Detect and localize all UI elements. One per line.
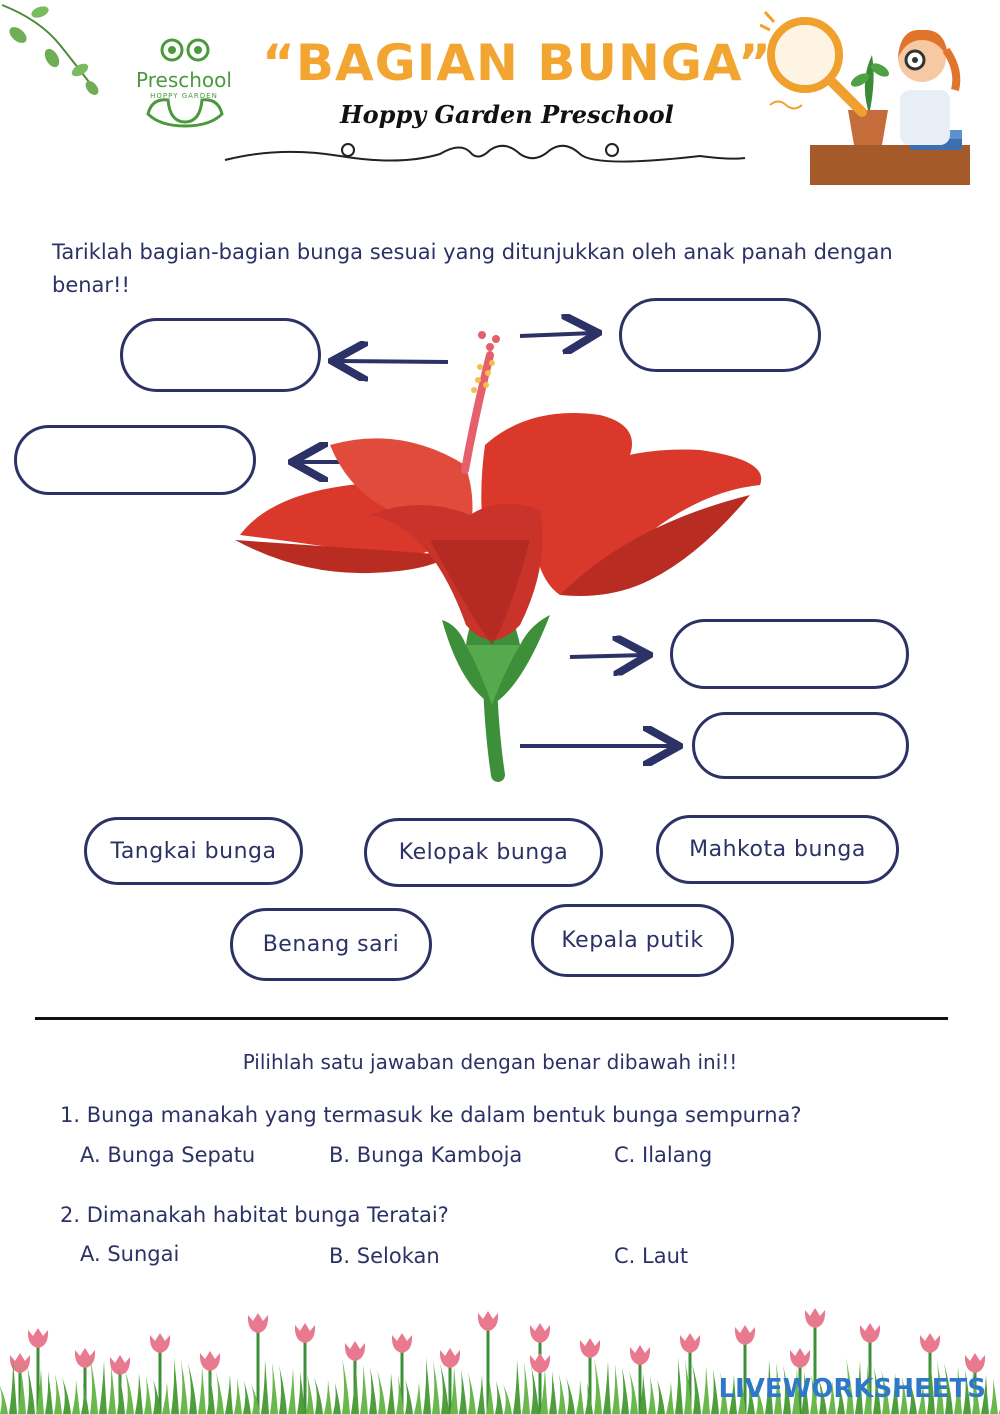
grass-blade: [333, 1383, 341, 1414]
grass-blade: [162, 1382, 170, 1414]
tulip-head: [735, 1325, 755, 1345]
grass-blade: [692, 1363, 701, 1414]
tulip-head: [630, 1345, 650, 1365]
tulip-head: [28, 1328, 48, 1348]
grass-blade: [423, 1357, 431, 1414]
grass-blade: [125, 1370, 134, 1414]
grass-blade: [171, 1357, 179, 1414]
grass-blade: [594, 1358, 602, 1414]
q1-option-c[interactable]: C. Ilalang: [614, 1143, 713, 1167]
tulip-head: [345, 1341, 365, 1361]
grass-blade: [666, 1382, 674, 1414]
tulip-head: [295, 1323, 315, 1343]
grass-blade: [360, 1364, 368, 1414]
grass-blade: [405, 1379, 413, 1414]
grass-blade: [566, 1377, 575, 1414]
grass-blade: [558, 1374, 566, 1414]
grass-blade: [675, 1357, 683, 1414]
chip-kepala-putik[interactable]: Kepala putik: [531, 904, 734, 977]
tulip-head: [805, 1308, 825, 1328]
q1-option-a[interactable]: A. Bunga Sepatu: [80, 1143, 256, 1167]
chip-kelopak-bunga[interactable]: Kelopak bunga: [364, 818, 603, 887]
grass-blade: [62, 1377, 71, 1414]
grass-blade: [90, 1358, 98, 1414]
grass-blade: [549, 1371, 557, 1414]
chip-mahkota-bunga[interactable]: Mahkota bunga: [656, 815, 899, 884]
grass-blade: [621, 1367, 629, 1414]
grass-blade: [459, 1369, 467, 1414]
grass-blade: [503, 1384, 512, 1414]
tulip-head: [478, 1311, 498, 1331]
grass-blade: [629, 1370, 638, 1414]
question-2: 2. Dimanakah habitat bunga Teratai?: [60, 1203, 449, 1227]
hibiscus-flower-image: [230, 325, 770, 785]
tulip-head: [920, 1333, 940, 1353]
grass-blade: [270, 1362, 278, 1414]
grass-blade: [135, 1373, 143, 1414]
grass-blade: [188, 1363, 197, 1414]
grass-blade: [342, 1358, 350, 1414]
grass-blade: [648, 1376, 656, 1414]
tulip-head: [200, 1351, 220, 1371]
grass-blade: [144, 1376, 152, 1414]
page-subtitle: Hoppy Garden Preschool: [340, 100, 674, 129]
grass-blade: [99, 1361, 107, 1414]
grass-blade: [377, 1370, 386, 1414]
tulip-head: [440, 1348, 460, 1368]
logo-text: Preschool: [136, 68, 232, 92]
tulip-head: [790, 1348, 810, 1368]
grass-blade: [306, 1374, 314, 1414]
tulip-head: [392, 1333, 412, 1353]
grass-blade: [225, 1375, 233, 1414]
grass-blade: [612, 1364, 620, 1414]
grass-blade: [261, 1359, 269, 1414]
grass-blade: [522, 1362, 530, 1414]
instruction-text: Tariklah bagian-bagian bunga sesuai yang ditunjukkan oleh anak panah dengan benar!!: [52, 240, 893, 297]
grass-blade: [440, 1363, 449, 1414]
grass-blade: [990, 1378, 998, 1414]
grass-blade: [702, 1366, 710, 1414]
tulip-head: [75, 1348, 95, 1368]
grass-blade: [234, 1378, 242, 1414]
grass-blade: [27, 1365, 35, 1414]
grass-blade: [513, 1359, 521, 1414]
grass-blade: [603, 1361, 611, 1414]
question-1: 1. Bunga manakah yang termasuk ke dalam bentuk bunga sempurna?: [60, 1103, 802, 1127]
liveworksheets-watermark: LIVEWORKSHEETS: [718, 1374, 986, 1404]
tulip-head: [530, 1353, 550, 1373]
tulip-head: [530, 1323, 550, 1343]
section-divider: [35, 1017, 948, 1020]
tulip-head: [580, 1338, 600, 1358]
tulip-head: [248, 1313, 268, 1333]
grass-blade: [288, 1368, 296, 1414]
grass-blade: [657, 1379, 665, 1414]
grass-blade: [279, 1365, 287, 1414]
grass-blade: [414, 1382, 422, 1414]
grass-blade: [324, 1380, 332, 1414]
q2-option-a[interactable]: A. Sungai: [80, 1242, 180, 1266]
logo-subtext: HOPPY GARDEN: [150, 92, 218, 100]
grass-blade: [45, 1371, 53, 1414]
chip-benang-sari[interactable]: Benang sari: [230, 908, 432, 981]
tulip-head: [965, 1353, 985, 1373]
tulip-head: [150, 1333, 170, 1353]
grass-blade: [576, 1380, 584, 1414]
grass-blade: [243, 1381, 251, 1414]
grass-blade: [387, 1373, 395, 1414]
grass-blade: [216, 1372, 224, 1414]
page-title: “BAGIAN BUNGA”: [262, 34, 772, 92]
chip-tangkai-bunga[interactable]: Tangkai bunga: [84, 817, 303, 885]
grass-blade: [369, 1367, 377, 1414]
grass-blade: [477, 1375, 485, 1414]
grass-blade: [432, 1360, 440, 1414]
tulip-head: [860, 1323, 880, 1343]
tulip-head: [680, 1333, 700, 1353]
quiz-heading: Pilihlah satu jawaban dengan benar dibawah ini!!: [242, 1050, 738, 1074]
q1-option-b[interactable]: B. Bunga Kamboja: [329, 1143, 523, 1167]
grass-blade: [495, 1381, 503, 1414]
tulip-head: [110, 1355, 130, 1375]
grass-blade: [198, 1366, 206, 1414]
grass-blade: [54, 1374, 62, 1414]
grass-blade: [180, 1360, 188, 1414]
q2-option-c[interactable]: C. Laut: [614, 1244, 689, 1268]
grass-blade: [72, 1380, 80, 1414]
grass-blade: [0, 1384, 8, 1414]
q2-option-b[interactable]: B. Selokan: [329, 1244, 440, 1268]
grass-blade: [468, 1372, 476, 1414]
grass-blade: [314, 1377, 323, 1414]
